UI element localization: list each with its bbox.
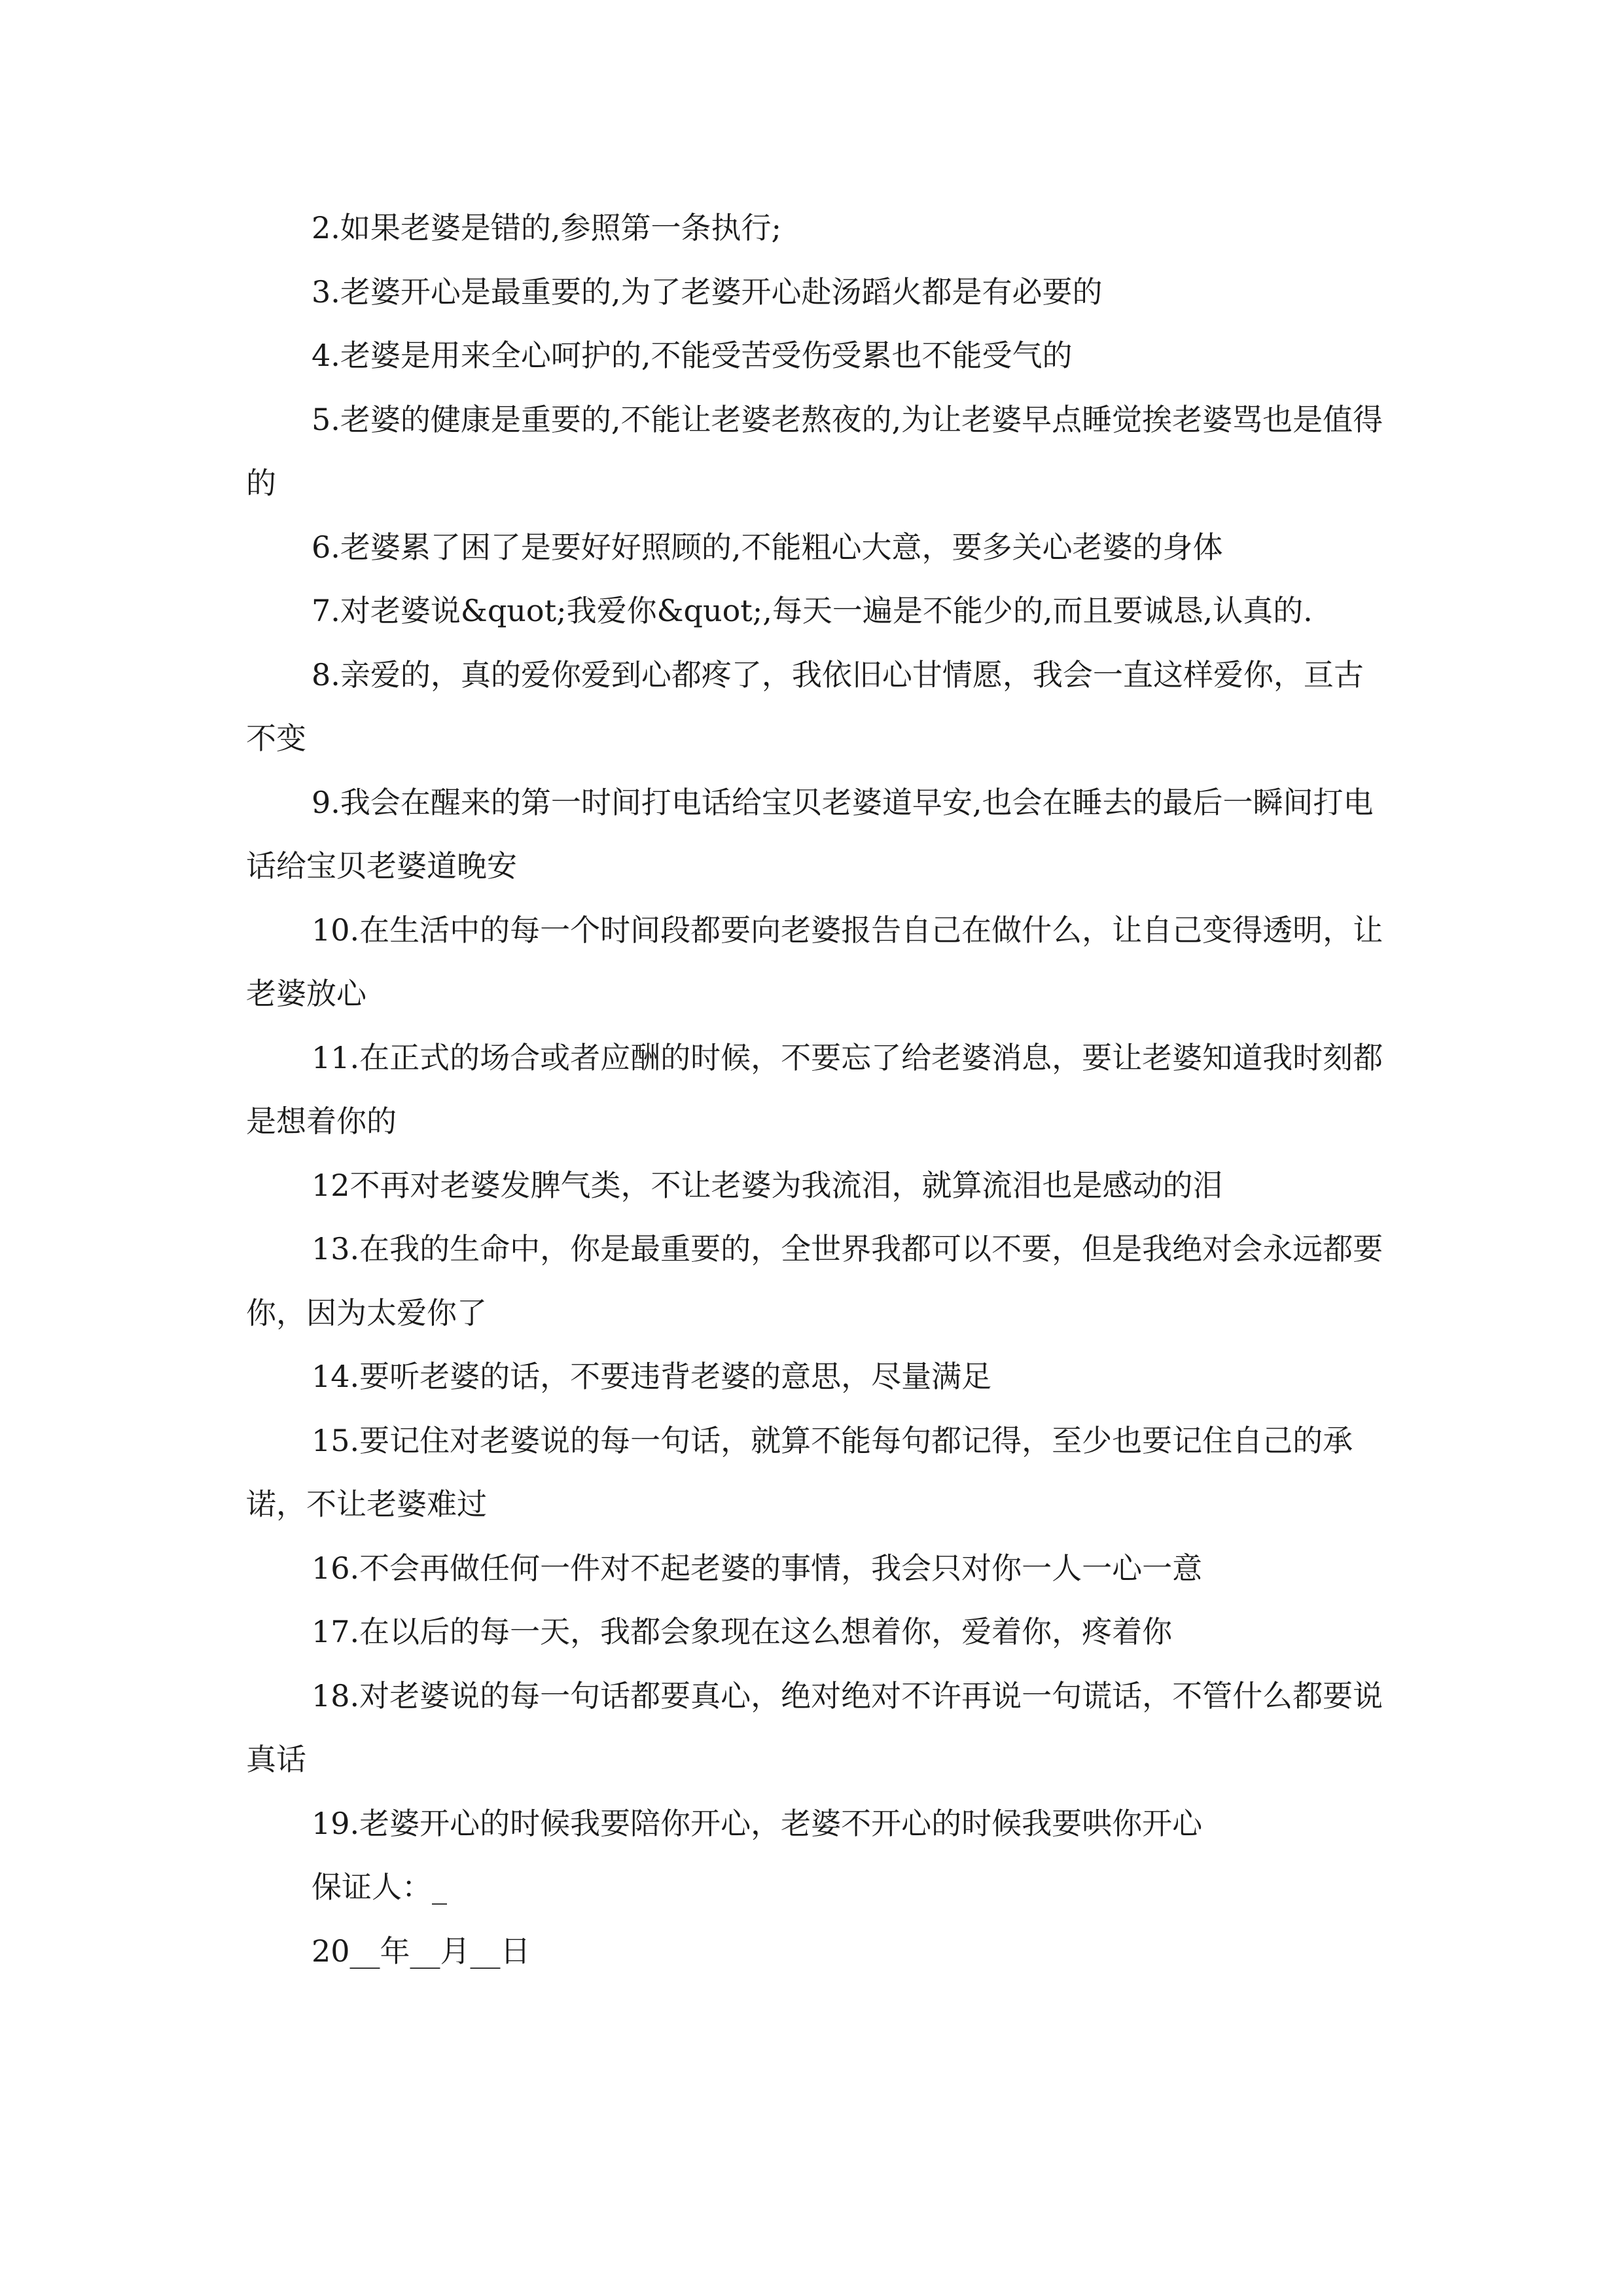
list-item: 5.老婆的健康是重要的,不能让老婆老熬夜的,为让老婆早点睡觉挨老婆骂也是值得的 <box>246 401 1383 501</box>
document-body <box>246 196 1385 1983</box>
list-item: 4.老婆是用来全心呵护的,不能受苦受伤受累也不能受气的 <box>312 338 1073 373</box>
list-item: 2.如果老婆是错的,参照第一条执行; <box>312 210 782 245</box>
list-item: 16.不会再做任何一件对不起老婆的事情，我会只对你一人一心一意 <box>312 1550 1203 1586</box>
list-item: 3.老婆开心是最重要的,为了老婆开心赴汤蹈火都是有必要的 <box>312 274 1103 310</box>
list-item: 12不再对老婆发脾气类，不让老婆为我流泪，就算流泪也是感动的泪 <box>312 1167 1223 1203</box>
list-item: 6.老婆累了困了是要好好照顾的,不能粗心大意，要多关心老婆的身体 <box>312 529 1223 565</box>
list-item: 7.对老婆说&quot;我爱你&quot;,每天一遍是不能少的,而且要诚恳,认真的. <box>312 593 1313 628</box>
list-item: 11.在正式的场合或者应酬的时候，不要忘了给老婆消息，要让老婆知道我时刻都是想着你的 <box>246 1039 1383 1139</box>
list-item: 17.在以后的每一天，我都会象现在这么想着你，爱着你，疼着你 <box>312 1614 1173 1649</box>
list-item: 15.要记住对老婆说的每一句话，就算不能每句都记得，至少也要记住自己的承诺，不让老婆难过 <box>246 1422 1353 1522</box>
list-item: 9.我会在醒来的第一时间打电话给宝贝老婆道早安,也会在睡去的最后一瞬间打电话给宝贝老婆道晚安 <box>246 784 1374 884</box>
list-item: 19.老婆开心的时候我要陪你开心，老婆不开心的时候我要哄你开心 <box>312 1805 1203 1841</box>
list-item: 10.在生活中的每一个时间段都要向老婆报告自己在做什么，让自己变得透明，让老婆放心 <box>246 912 1383 1011</box>
list-item: 14.要听老婆的话，不要违背老婆的意思，尽量满足 <box>312 1359 992 1394</box>
list-item: 8.亲爱的，真的爱你爱到心都疼了，我依旧心甘情愿，我会一直这样爱你，亘古不变 <box>246 656 1364 756</box>
list-item: 18.对老婆说的每一句话都要真心，绝对绝对不许再说一句谎话，不管什么都要说真话 <box>246 1677 1383 1777</box>
date-line: 20__年__月__日 <box>312 1933 531 1969</box>
guarantor-line: 保证人：_ <box>312 1869 447 1905</box>
list-item: 13.在我的生命中，你是最重要的，全世界我都可以不要，但是我绝对会永远都要你，因为太爱你了 <box>246 1231 1383 1331</box>
